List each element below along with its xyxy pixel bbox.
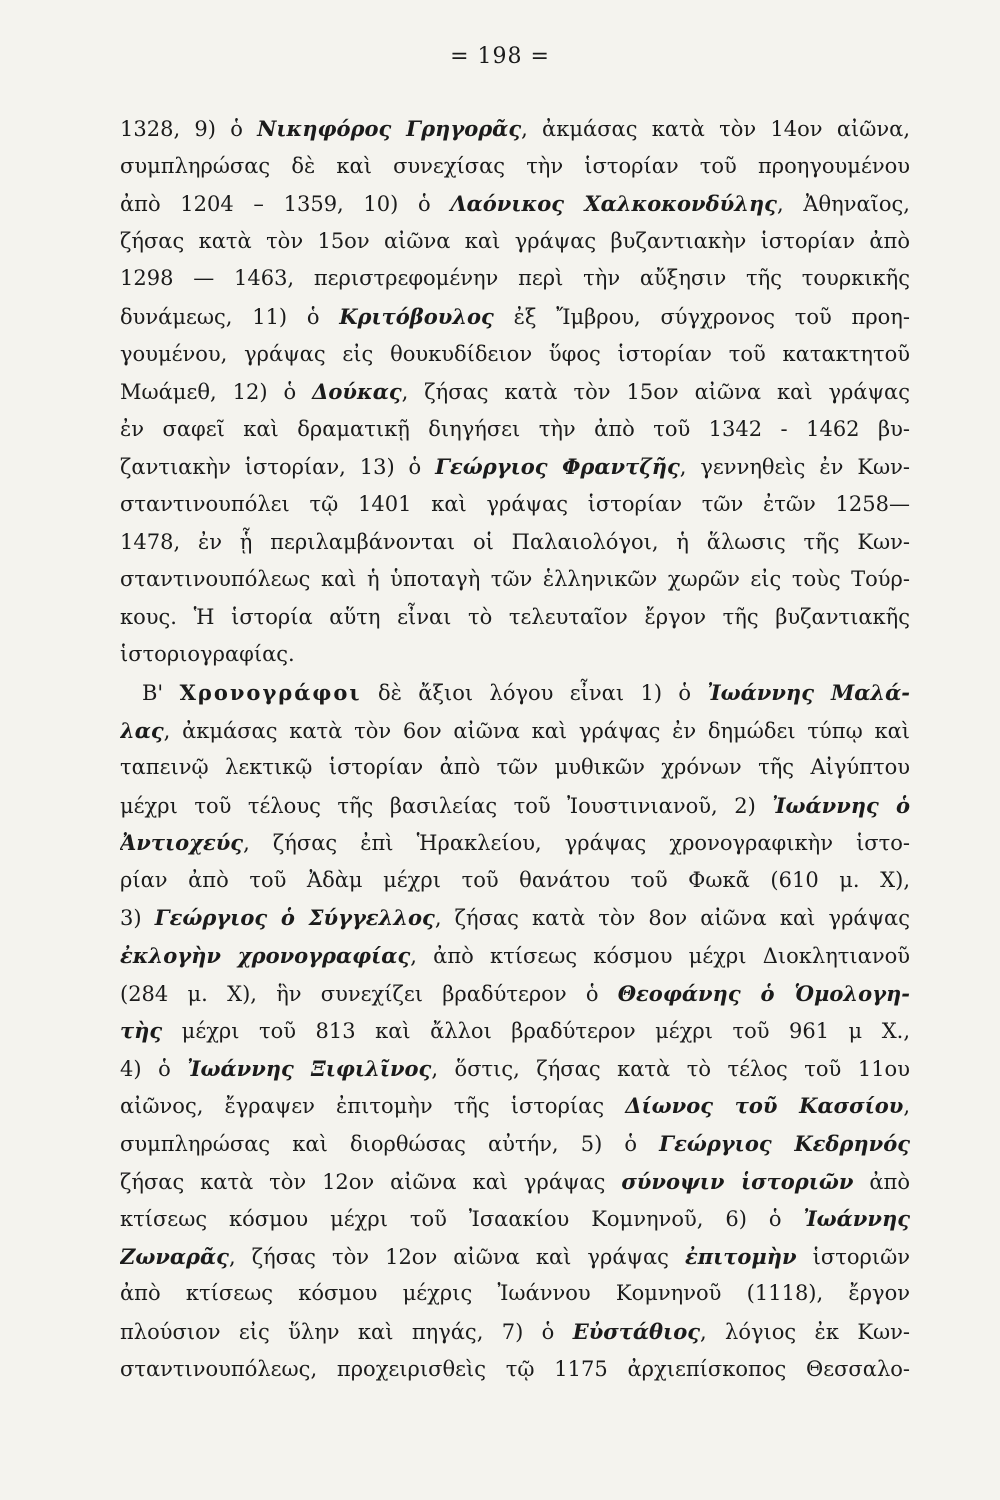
text-segment: , ἀπὸ κτίσεως κόσμου μέχρι Διοκλητιανοῦ — [410, 944, 910, 969]
text-segment: ζήσας κατὰ τὸν 15ον αἰῶνα καὶ γράψας βυζαντιακὴν ἱστορίαν ἀπὸ — [120, 228, 910, 253]
text-line — [120, 411, 910, 449]
text-segment: κους. Ἡ ἱστορία αὕτη εἶναι τὸ τελευταῖον ἔργον τῆς βυζαντιακῆς — [120, 604, 910, 629]
text-segment: 1298 — 1463, περιστρεφομένην περὶ τὴν αὔξησιν τῆς τουρκικῆς — [120, 266, 910, 291]
text-segment: , ζήσας τὸν 12ον αἰῶνα καὶ γράψας — [228, 1244, 685, 1269]
text-line — [120, 223, 910, 261]
text-line — [120, 1163, 910, 1201]
text-segment: ἀπὸ — [853, 1169, 910, 1194]
text-line — [120, 1275, 910, 1313]
text-segment: , — [903, 1094, 910, 1119]
text-segment: δυνάμεως, 11) ὁ — [120, 304, 340, 329]
emphasized-name: Κριτόβουλος — [339, 303, 494, 329]
text-line — [120, 1050, 910, 1088]
text-segment: ἱστοριῶν — [796, 1244, 910, 1269]
emphasized-name: ἐκλογὴν χρονογραφίας — [120, 943, 411, 969]
text-line — [120, 1200, 910, 1238]
text-segment: σταντινουπόλεως, προχειρισθεὶς τῷ 1175 ἀρχιεπίσκοπος Θεσσαλο- — [120, 1356, 910, 1381]
emphasized-name: Ἰωάννης ὁ — [772, 792, 910, 818]
text-segment: 4) ὁ — [120, 1056, 188, 1081]
text-line — [120, 674, 910, 712]
text-line — [120, 185, 910, 223]
page-number: = 198 = — [450, 44, 550, 69]
text-segment: δὲ ἄξιοι λόγου εἶναι 1) ὁ — [361, 680, 708, 705]
text-line — [120, 1351, 910, 1389]
text-line — [120, 373, 910, 411]
text-segment: Β' — [142, 680, 180, 705]
text-segment: γουμένου, γράψας εἰς θουκυδίδειον ὕφος ἱστορίαν τοῦ κατακτητοῦ — [120, 341, 910, 366]
text-segment: συμπληρώσας δὲ καὶ συνεχίσας τὴν ἱστορίαν τοῦ προηγουμένου — [120, 153, 910, 178]
text-line — [120, 937, 910, 975]
section-heading: Χρονογράφοι — [179, 679, 362, 705]
text-line — [120, 824, 910, 862]
text-line — [120, 1313, 910, 1351]
text-segment: ρίαν ἀπὸ τοῦ Ἀδὰμ μέχρι τοῦ θανάτου τοῦ Φωκᾶ (610 μ. Χ), — [120, 867, 910, 892]
text-line — [120, 110, 910, 148]
text-segment: σταντινουπόλεως καὶ ἡ ὑποταγὴ τῶν ἑλληνικῶν χωρῶν εἰς τοὺς Τούρ- — [120, 567, 910, 592]
text-segment: , γεννηθεὶς ἐν Κων- — [679, 455, 910, 480]
text-segment: , ζήσας κατὰ τὸν 8ον αἰῶνα καὶ γράψας — [434, 906, 910, 931]
text-line — [120, 1125, 910, 1163]
emphasized-name: Δούκας — [312, 379, 402, 405]
text-segment: σταντινουπόλει τῷ 1401 καὶ γράψας ἱστορίαν τῶν ἐτῶν 1258— — [120, 491, 910, 516]
text-segment: 1478, ἐν ᾗ περιλαμβάνονται οἱ Παλαιολόγοι, ἡ ἅλωσις τῆς Κων- — [120, 529, 910, 554]
emphasized-name: Θεοφάνης ὁ Ὁμολογη- — [617, 980, 910, 1006]
text-segment: συμπληρώσας καὶ διορθώσας αὐτήν, 5) ὁ — [120, 1132, 660, 1157]
text-line — [120, 336, 910, 374]
text-segment: , Ἀθηναῖος, — [776, 192, 910, 217]
text-segment: ἀπὸ κτίσεως κόσμου μέχρις Ἰωάννου Κομνηνοῦ (1118), ἔργον — [120, 1281, 910, 1306]
text-segment: ἱστοριογραφίας. — [120, 642, 295, 667]
emphasized-name: τὴς — [120, 1018, 163, 1044]
text-line — [120, 862, 910, 900]
body-text — [120, 110, 910, 1388]
text-line — [120, 749, 910, 787]
text-line — [120, 787, 910, 825]
text-segment: ταπεινῷ λεκτικῷ ἱστορίαν ἀπὸ τῶν μυθικῶν χρόνων τῆς Αἰγύπτου — [120, 755, 910, 780]
text-segment: , ὅστις, ζήσας κατὰ τὸ τέλος τοῦ 11ου — [431, 1056, 910, 1081]
text-segment: 3) — [120, 906, 155, 931]
emphasized-name: Γεώργιος Κεδρηνός — [659, 1131, 910, 1157]
text-segment: ἀπὸ 1204 – 1359, 10) ὁ — [120, 192, 451, 217]
text-segment: ἐν σαφεῖ καὶ δραματικῇ διηγήσει τὴν ἀπὸ τοῦ 1342 - 1462 βυ- — [120, 416, 910, 441]
emphasized-name: Γεώργιος ὁ Σύγγελλος — [154, 905, 435, 931]
emphasized-name: σύνοψιν ἱστοριῶν — [621, 1168, 854, 1194]
text-segment: ἐξ Ἴμβρου, σύγχρονος τοῦ προη- — [493, 304, 910, 329]
text-line — [120, 975, 910, 1013]
text-line — [120, 260, 910, 298]
text-segment: ζαντιακὴν ἱστορίαν, 13) ὁ — [120, 455, 436, 480]
emphasized-name: Νικηφόρος Γρηγορᾶς — [257, 116, 522, 141]
text-segment: μέχρι τοῦ τέλους τῆς βασιλείας τοῦ Ἰουστινιανοῦ, 2) — [120, 793, 773, 818]
emphasized-name: Γεώργιος Φραντζῆς — [435, 454, 680, 480]
text-line — [120, 486, 910, 524]
text-line — [120, 899, 910, 937]
text-segment: Μωάμεθ, 12) ὁ — [120, 380, 313, 405]
text-segment: 1328, 9) ὁ — [120, 117, 258, 141]
text-line — [120, 1087, 910, 1125]
text-segment: , ἀκμάσας κατὰ τὸν 6ον αἰῶνα καὶ γράψας ἐν δημώδει τύπῳ καὶ — [163, 718, 910, 743]
text-segment: μέχρι τοῦ 813 καὶ ἄλλοι βραδύτερον μέχρι τοῦ 961 μ Χ., — [162, 1019, 910, 1044]
text-line — [120, 561, 910, 599]
emphasized-name: Ἰωάννης — [803, 1206, 910, 1232]
text-line — [120, 599, 910, 637]
emphasized-name: Ἀντιοχεύς — [120, 830, 244, 856]
text-segment: κτίσεως κόσμου μέχρι τοῦ Ἰσαακίου Κομνηνοῦ, 6) ὁ — [120, 1207, 804, 1232]
text-line — [120, 1238, 910, 1276]
text-segment: ζήσας κατὰ τὸν 12ον αἰῶνα καὶ γράψας — [120, 1169, 622, 1194]
text-line — [120, 298, 910, 336]
emphasized-name: Ἰωάννης Μαλά- — [707, 679, 910, 705]
emphasized-name: Εὐστάθιος — [572, 1319, 700, 1344]
text-segment: , ζήσας κατὰ τὸν 15ον αἰῶνα καὶ γράψας — [401, 380, 910, 405]
text-line — [120, 712, 910, 750]
emphasized-name: Ἰωάννης Ξιφιλῖνος — [187, 1055, 432, 1081]
emphasized-name: λας — [120, 717, 164, 743]
text-segment: , ἀκμάσας κατὰ τὸν 14ον αἰῶνα, — [521, 117, 910, 141]
text-segment: πλούσιον εἰς ὕλην καὶ πηγάς, 7) ὁ — [120, 1320, 573, 1344]
emphasized-name: Λαόνικος Χαλκοκονδύλης — [450, 191, 777, 217]
text-segment: αἰῶνος, ἔγραψεν ἐπιτομὴν τῆς ἱστορίας — [120, 1094, 626, 1119]
text-line — [120, 636, 910, 674]
text-line — [120, 448, 910, 486]
text-segment: , λόγιος ἐκ Κων- — [700, 1320, 910, 1344]
text-line — [120, 148, 910, 186]
text-line — [120, 524, 910, 562]
emphasized-name: Ζωναρᾶς — [120, 1243, 229, 1269]
text-segment: , ζήσας ἐπὶ Ἡρακλείου, γράψας χρονογραφικὴν ἱστο- — [243, 831, 910, 856]
emphasized-name: ἐπιτομὴν — [684, 1243, 797, 1269]
emphasized-name: Δίωνος τοῦ Κασσίου — [625, 1093, 904, 1119]
text-line — [120, 1012, 910, 1050]
text-segment: (284 μ. Χ), ἣν συνεχίζει βραδύτερον ὁ — [120, 981, 618, 1006]
